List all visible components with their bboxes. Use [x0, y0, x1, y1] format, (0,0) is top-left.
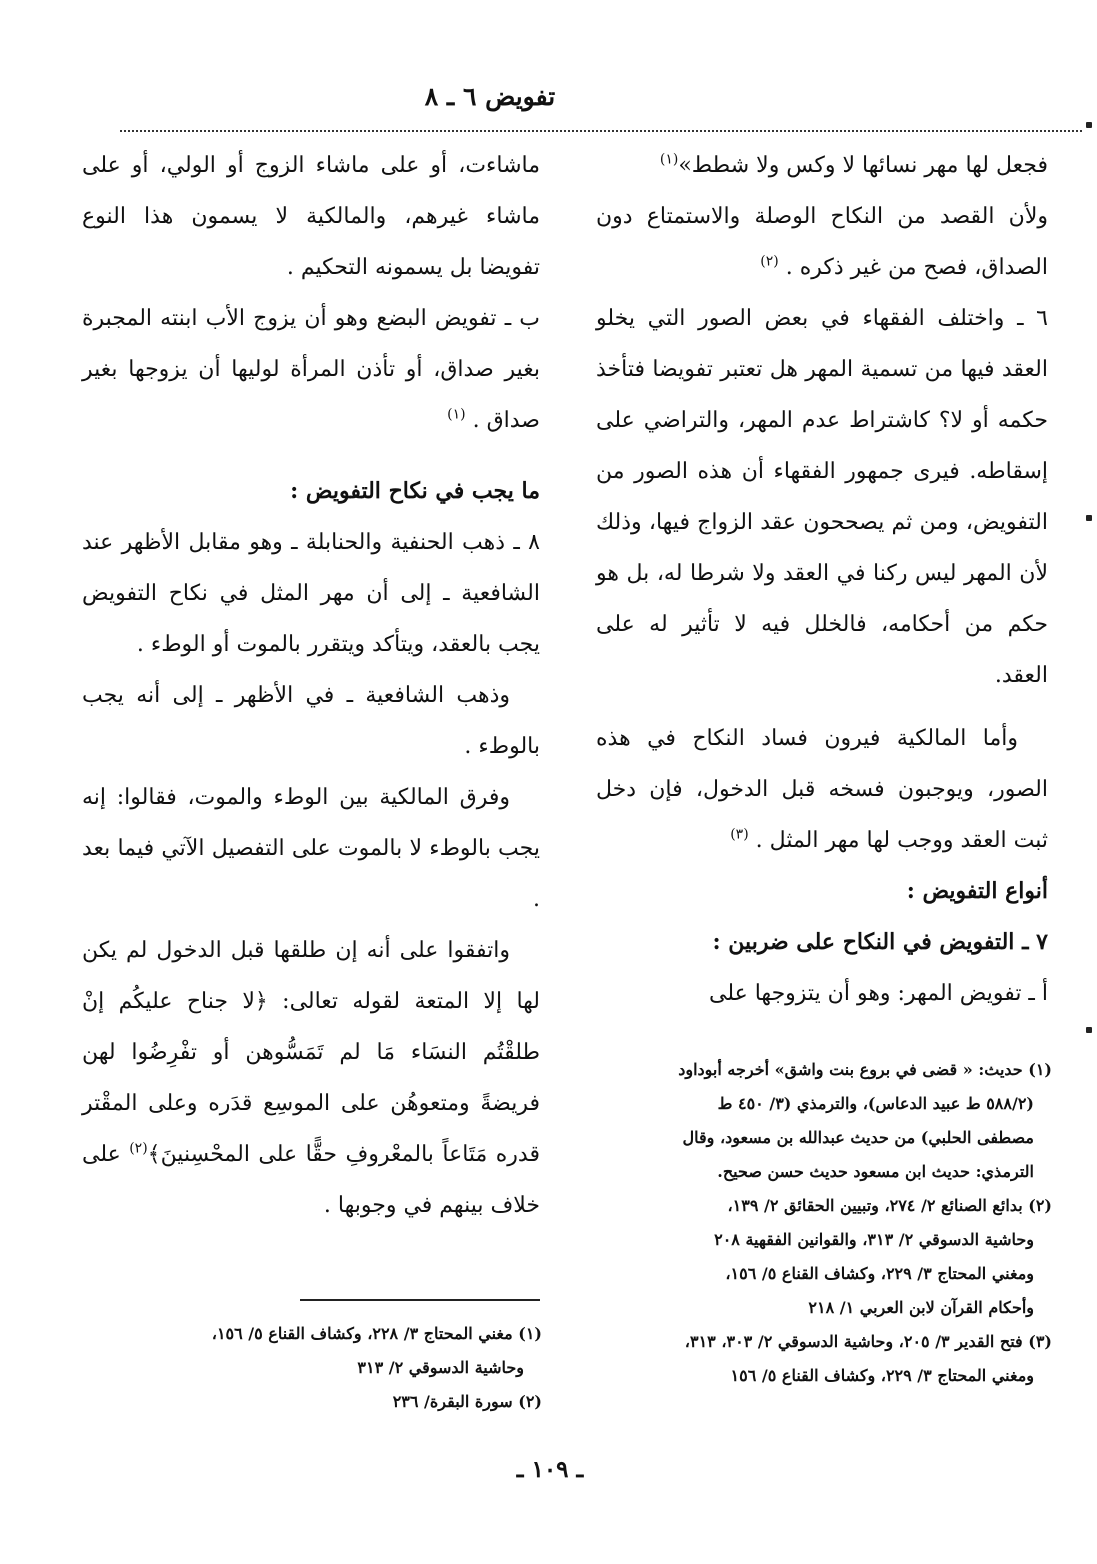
paragraph-agree — [82, 925, 540, 1231]
heading-types: أنواع التفويض : — [906, 878, 1048, 904]
paragraph-text: ولأن القصد من النكاح الوصلة والاستمتاع دون الصداق، فصح من غير ذكره . — [596, 204, 1048, 280]
margin-mark-icon — [1086, 1027, 1092, 1033]
paragraph-qasd — [596, 191, 1048, 293]
footnote-line: (٥٨٨/٢ ط عبيد الدعاس)، والترمذي (٣/ ٤٥٠ ط — [717, 1094, 1034, 1113]
footnote-line: (٢) سورة البقرة/ ٢٣٦ — [392, 1392, 542, 1411]
footnote-divider — [300, 1299, 540, 1301]
footnote-line: (٢) بدائع الصنائع ٢/ ٢٧٤، وتبيين الحقائق ٢/ ١٣٩، — [727, 1196, 1052, 1215]
footnote-line: الترمذي: حديث ابن مسعود حديث حسن صحيح. — [717, 1162, 1034, 1181]
margin-mark-icon — [1086, 515, 1092, 521]
left-column — [82, 140, 540, 1231]
paragraph-eight: ٨ ـ ذهب الحنفية والحنابلة ـ وهو مقابل الأظهر عند الشافعية ـ إلى أن مهر المثل في نكاح التفويض يجب بالعقد، ويتأكد ويتقرر بالموت أو الوطء . — [82, 530, 540, 657]
footnote-ref[interactable]: (١) — [659, 151, 679, 168]
footnotes-left — [82, 1317, 542, 1419]
footnote-line: (٣) فتح القدير ٣/ ٢٠٥، وحاشية الدسوقي ٢/ ٣٠٣، ٣١٣، — [684, 1332, 1052, 1351]
footnote-ref[interactable]: (٢) — [760, 253, 779, 270]
footnote-line: وحاشية الدسوقي ٢/ ٣١٣ — [357, 1358, 524, 1377]
paragraph-maliki: وفرق المالكية بين الوطء والموت، فقالوا: إنه يجب بالوطء لا بالموت على التفصيل الآتي فيما بعد . — [82, 785, 540, 912]
heading-wajib: ما يجب في نكاح التفويض : — [290, 478, 540, 504]
footnote-line: وأحكام القرآن لابن العربي ١/ ٢١٨ — [808, 1298, 1034, 1317]
footnote-ref[interactable]: (٢) — [129, 1140, 148, 1157]
footnote-line: ومغني المحتاج ٣/ ٢٢٩، وكشاف القناع ٥/ ١٥٦ — [730, 1366, 1034, 1385]
quran-verse: واتفقوا على أنه إن طلقها قبل الدخول لم يكن لها إلا المتعة لقوله تعالى: ﴿لا جناح عليكُم إنْ طلقْتُم النسَاء مَا لم تَمَسُّوهن أو تفْرِضُوا لهن فريضةً ومتعوهُن على الموسِع قدَره وعلى المقْتر قدره مَتَاعاً بالمعْروفِ حقًّا على المحْسِنينَ﴾ — [82, 938, 540, 1167]
footnote-line: وحاشية الدسوقي ٢/ ٣١٣، والقوانين الفقهية ٢٠٨ — [714, 1230, 1034, 1249]
heading-seven: ٧ ـ التفويض في النكاح على ضربين : — [712, 929, 1048, 955]
paragraph-shafii: وذهب الشافعية ـ في الأظهر ـ إلى أنه يجب بالوطء . — [82, 683, 540, 759]
footnote-ref[interactable]: (٣) — [730, 826, 749, 843]
footnote-ref[interactable]: (١) — [447, 406, 466, 423]
paragraph-text: على خلاف بينهم في وجوبها . — [82, 1142, 540, 1218]
paragraph-malikiya — [596, 713, 1048, 866]
paragraph-mahr-nisa — [596, 140, 1048, 191]
footnote-line: ومغني المحتاج ٣/ ٢٢٩، وكشاف القناع ٥/ ١٥٦، — [725, 1264, 1034, 1283]
paragraph-text: فجعل لها مهر نسائها لا وكس ولا شطط» — [678, 153, 1048, 178]
running-header: تفويض ٦ ـ ٨ — [424, 82, 556, 111]
right-column — [596, 140, 1048, 1019]
paragraph-a: أ ـ تفويض المهر: وهو أن يتزوجها على — [708, 981, 1048, 1006]
margin-mark-icon — [1086, 122, 1092, 128]
paragraph-b — [82, 293, 540, 446]
footnote-line: (١) مغني المحتاج ٣/ ٢٢٨، وكشاف القناع ٥/ ١٥٦، — [211, 1324, 542, 1343]
footnotes-right — [610, 1053, 1052, 1393]
paragraph-six: ٦ ـ واختلف الفقهاء في بعض الصور التي يخلو العقد فيها من تسمية المهر هل تعتبر تفويضا فتأخذ حكمه أو لا؟ كاشتراط عدم المهر، والتراضي على إسقاطه. فيرى جمهور الفقهاء أن هذه الصور من التفويض، ومن ثم يصححون عقد الزواج فيها، وذلك لأن المهر ليس ركنا في العقد ولا شرطا له، بل هو حكم من أحكامه، فالخلل فيه لا تأثير له على العقد. — [596, 306, 1048, 688]
header-dotted-rule — [120, 130, 1082, 132]
footnote-line: مصطفى الحلبي) من حديث عبدالله بن مسعود، وقال — [682, 1128, 1034, 1147]
page-number: ـ ١٠٩ ـ — [516, 1456, 584, 1483]
footnote-line: (١) حديث: « قضى في بروع بنت واشق» أخرجه أبوداود — [678, 1060, 1052, 1079]
paragraph-text: وأما المالكية فيرون فساد النكاح في هذه الصور، ويوجبون فسخه قبل الدخول، فإن دخل ثبت العقد ووجب لها مهر المثل . — [596, 726, 1048, 853]
paragraph-continuation: ماشاءت، أو على ماشاء الزوج أو الولي، أو على ماشاء غيرهم، والمالكية لا يسمون هذا النوع تفويضا بل يسمونه التحكيم . — [82, 153, 540, 280]
paragraph-text: ب ـ تفويض البضع وهو أن يزوج الأب ابنته المجبرة بغير صداق، أو تأذن المرأة لوليها أن يزوجها بغير صداق . — [82, 306, 540, 433]
